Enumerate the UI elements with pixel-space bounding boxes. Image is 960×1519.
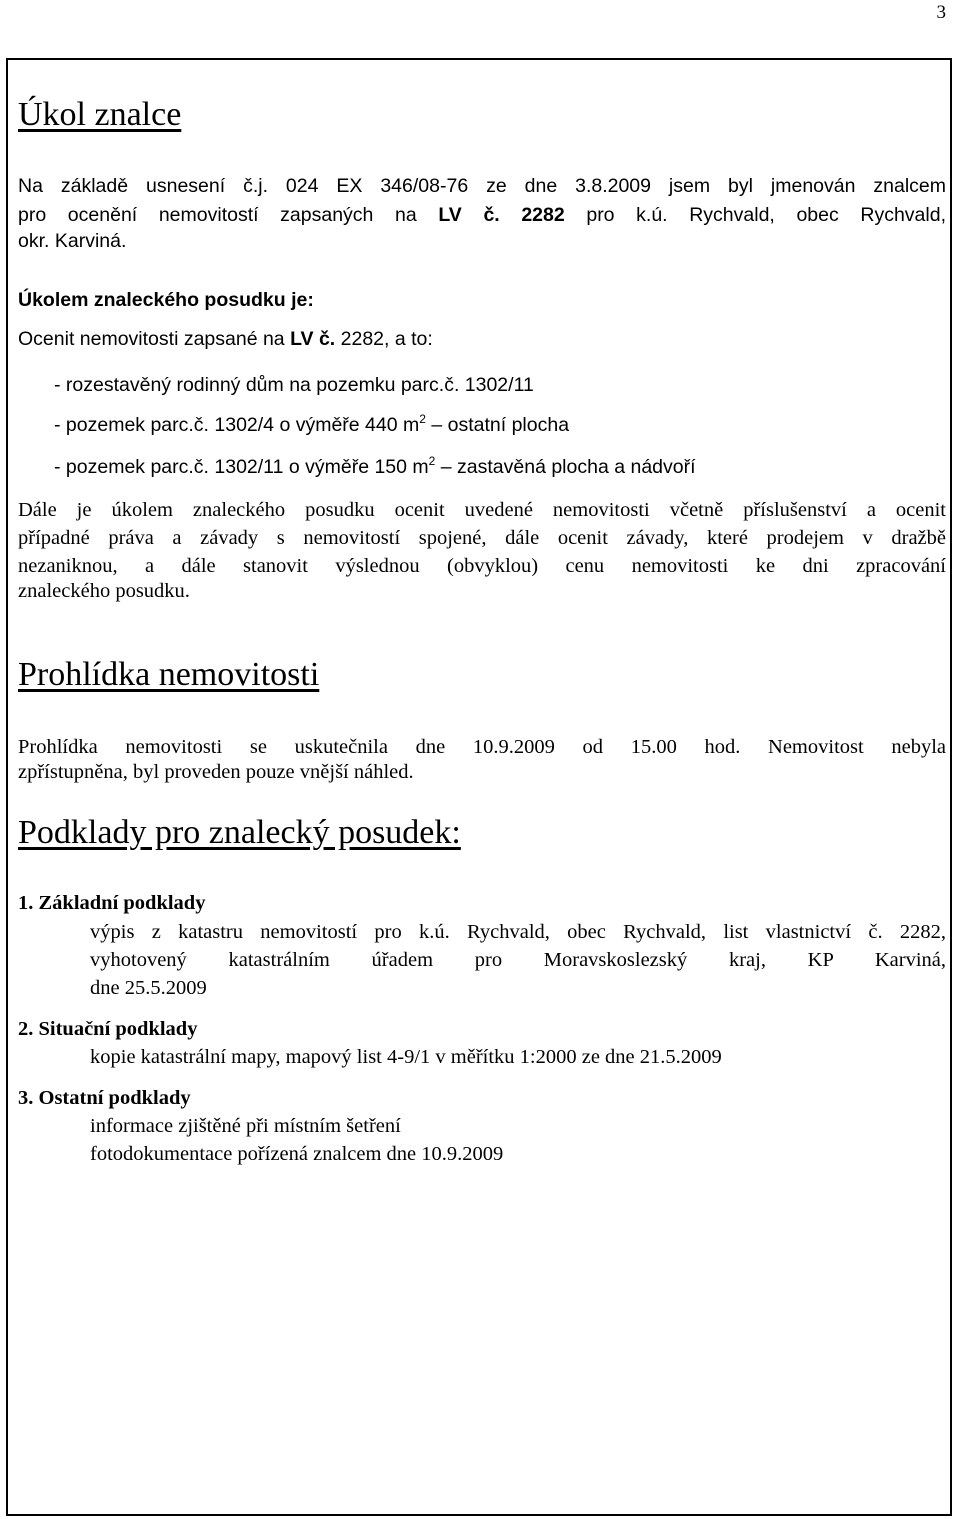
property-item-3: - pozemek parc.č. 1302/11 o výměře 150 $m^2$ – zastavěná plocha a nádvoří bbox=[54, 454, 696, 478]
source-line: informace zjištěné při místním šetření bbox=[90, 1115, 401, 1137]
further-task-line-2: případné práva a závady s nemovitostí spojené, dále ocenit závady, které prodejem v dražbě bbox=[18, 527, 946, 549]
source-line: dne 25.5.2009 bbox=[90, 977, 207, 999]
property-item-1: - rozestavěný rodinný dům na pozemku parc.č. 1302/11 bbox=[54, 374, 534, 396]
property-item-2: - pozemek parc.č. 1302/4 o výměře 440 $m^2$ – ostatní plocha bbox=[54, 412, 570, 436]
intro-line-1: Na základě usnesení č.j. 024 EX 346/08-76 ze dne 3.8.2009 jsem byl jmenován znalcem bbox=[18, 175, 946, 197]
source-line: fotodokumentace pořízená znalcem dne 10.9.2009 bbox=[90, 1143, 504, 1165]
further-task-line-4: znaleckého posudku. bbox=[18, 580, 190, 602]
page-number: 3 bbox=[936, 2, 946, 23]
task-line: Ocenit nemovitosti zapsané na LV č. 2282, a to: bbox=[18, 328, 433, 350]
source-group-title-2: 2. Situační podklady bbox=[18, 1018, 198, 1040]
further-task-line-3: nezaniknou, a dále stanovit výslednou (obvyklou) cenu nemovitosti ke dni zpracování bbox=[18, 555, 946, 577]
inspection-line-1: Prohlídka nemovitosti se uskutečnila dne 10.9.2009 od 15.00 hod. Nemovitost nebyla bbox=[18, 736, 946, 758]
intro-line-3: okr. Karviná. bbox=[18, 230, 127, 252]
source-line: výpis z katastru nemovitostí pro k.ú. Rychvald, obec Rychvald, list vlastnictví č. 2282, bbox=[90, 921, 946, 943]
page-frame bbox=[6, 58, 952, 1516]
intro-line-2: pro ocenění nemovitostí zapsaných na LV č. 2282 pro k.ú. Rychvald, obec Rychvald, bbox=[18, 204, 946, 226]
section-heading-podklady: Podklady pro znalecký posudek: bbox=[18, 814, 461, 851]
section-heading-prohlidka: Prohlídka nemovitosti bbox=[18, 656, 320, 693]
source-line: kopie katastrální mapy, mapový list 4-9/1 v měřítku 1:2000 ze dne 21.5.2009 bbox=[90, 1046, 722, 1068]
section-heading-ukol: Úkol znalce bbox=[18, 96, 182, 133]
task-heading: Úkolem znaleckého posudku je: bbox=[18, 289, 314, 311]
source-group-title-1: 1. Základní podklady bbox=[18, 892, 206, 914]
source-group-title-3: 3. Ostatní podklady bbox=[18, 1087, 191, 1109]
inspection-line-2: zpřístupněna, byl proveden pouze vnější náhled. bbox=[18, 761, 414, 783]
further-task-line-1: Dále je úkolem znaleckého posudku ocenit uvedené nemovitosti včetně příslušenství a ocenit bbox=[18, 499, 946, 521]
source-line: vyhotovený katastrálním úřadem pro Moravskoslezský kraj, KP Karviná, bbox=[90, 949, 946, 971]
